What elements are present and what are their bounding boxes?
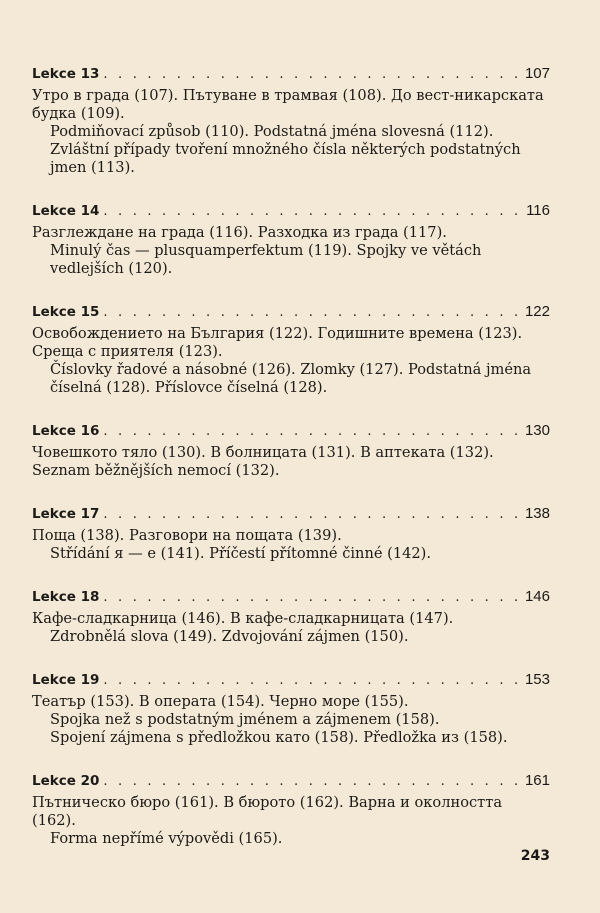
lesson-18 [32,587,550,646]
dot-leader [103,303,521,323]
lesson-page-ref: 130 [524,422,550,439]
lesson-entry-bulgarian: Човешкото тяло (130). В болницата (131). В аптеката (132). Seznam běžnějších nemocí (132). [32,444,494,479]
lesson-entry-bulgarian: Театър (153). В операта (154). Черно море (155). [32,693,409,710]
lesson-page-ref: 122 [524,303,550,320]
lesson-page-ref: 153 [524,671,550,688]
lesson-entry-bulgarian: Поща (138). Разговори на пощата (139). [32,527,342,544]
lesson-title: Lekce 14 [32,203,100,219]
lesson-heading [32,302,550,323]
lesson-entry-czech: Spojka než s podstatným jménem a zájmenem (158). [50,711,440,728]
lesson-title: Lekce 17 [32,506,100,522]
dot-leader [103,422,521,442]
lesson-entry-bulgarian: Утро в града (107). Пътуване в трамвая (108). До вест-никарската будка (109). [32,87,544,122]
lesson-page-ref: 116 [526,202,550,219]
lesson-entry-czech: Podmiňovací způsob (110). Podstatná jména slovesná (112). Zvláštní případy tvoření množného čísla některých podstatných jmen (113). [50,123,521,176]
lesson-entry-czech: Forma nepřímé výpovědi (165). [50,830,283,847]
lesson-heading [32,670,550,691]
lesson-17 [32,504,550,563]
lesson-heading [32,504,550,525]
lesson-entry-bulgarian: Разглеждане на града (116). Разходка из града (117). [32,224,447,241]
page-number: 243 [520,848,550,864]
lesson-entry-czech: Střídání я — е (141). Příčestí přítomné činné (142). [50,545,432,562]
lesson-19 [32,670,550,747]
lesson-heading [32,421,550,442]
lesson-title: Lekce 13 [32,66,100,82]
lesson-entry-bulgarian: Пътническо бюро (161). В бюрото (162). Варна и околността (162). [32,794,503,829]
lesson-heading [32,771,550,792]
lesson-entry-czech: Číslovky řadové a násobné (126). Zlomky (127). Podstatná jména číselná (128). Příslovce číselná (128). [50,361,532,396]
lesson-15 [32,302,550,397]
lesson-heading [32,64,550,85]
lesson-heading [32,201,550,222]
dot-leader [103,65,521,85]
lesson-page-ref: 146 [524,588,550,605]
lesson-20 [32,771,550,848]
lesson-page-ref: 138 [524,505,550,522]
lesson-entry-czech: Minulý čas — plusquamperfektum (119). Spojky ve větách vedlejších (120). [50,242,482,277]
lesson-page-ref: 161 [524,772,550,789]
dot-leader [103,202,522,222]
lesson-title: Lekce 20 [32,773,100,789]
lesson-title: Lekce 18 [32,589,100,605]
lesson-heading [32,587,550,608]
lesson-13 [32,64,550,177]
lesson-16 [32,421,550,480]
dot-leader [103,588,521,608]
lesson-entry-czech: Zdrobnělá slova (149). Zdvojování zájmen (150). [50,628,409,645]
dot-leader [103,505,521,525]
dot-leader [103,772,521,792]
lesson-title: Lekce 19 [32,672,100,688]
lesson-entry-czech: Spojení zájmena s předložkou като (158). Předložka из (158). [50,729,508,746]
lesson-entry-bulgarian: Освобождението на България (122). Годишните времена (123). Среща с приятеля (123). [32,325,523,360]
lesson-title: Lekce 15 [32,304,100,320]
lesson-page-ref: 107 [524,65,550,82]
lesson-title: Lekce 16 [32,423,100,439]
dot-leader [103,671,521,691]
lesson-entry-bulgarian: Кафе-сладкарница (146). В кафе-сладкарницата (147). [32,610,454,627]
lesson-14 [32,201,550,278]
